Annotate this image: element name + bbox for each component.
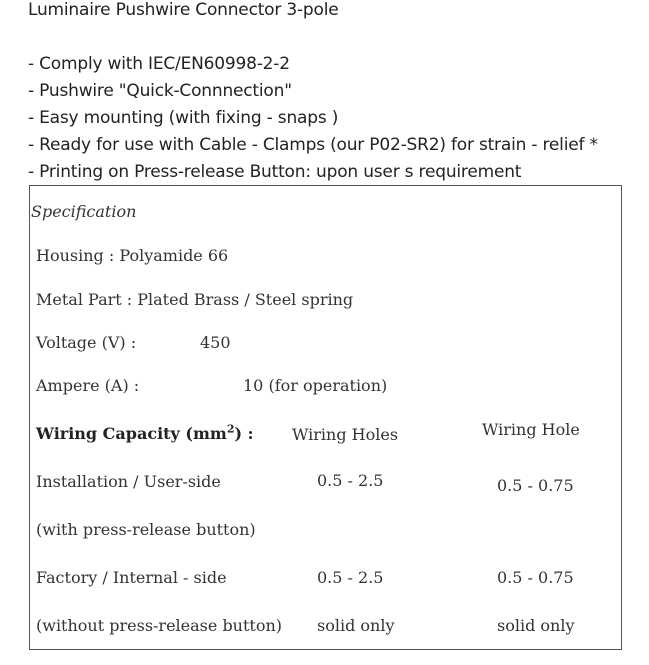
ampere-value: 10 (for operation)	[243, 376, 388, 395]
factory-note: (without press-release button)	[36, 616, 283, 635]
column-header-wiring-holes: Wiring Holes	[292, 425, 399, 444]
installation-label: Installation / User-side	[36, 472, 221, 491]
installation-holes-value: 0.5 - 2.5	[317, 471, 384, 490]
feature-item: - Pushwire "Quick-Connnection"	[28, 81, 292, 101]
product-title: Luminaire Pushwire Connector 3-pole	[28, 0, 339, 20]
factory-holes-value: 0.5 - 2.5	[317, 568, 384, 587]
ampere-label: Ampere (A) :	[36, 376, 140, 395]
factory-hole-note: solid only	[497, 616, 575, 635]
installation-note: (with press-release button)	[36, 520, 256, 539]
voltage-label: Voltage (V) :	[36, 333, 137, 352]
housing-line: Housing : Polyamide 66	[36, 246, 229, 265]
voltage-value: 450	[200, 333, 231, 352]
wiring-capacity-label: Wiring Capacity $(mm^2)$ :	[36, 422, 254, 443]
specification-heading: Specification	[31, 202, 137, 221]
factory-holes-note: solid only	[317, 616, 395, 635]
factory-hole-value: 0.5 - 0.75	[497, 568, 574, 587]
feature-item: - Easy mounting (with fixing - snaps )	[28, 108, 339, 128]
feature-item: - Comply with IEC/EN60998-2-2	[28, 54, 290, 74]
column-header-wiring-hole: Wiring Hole	[482, 420, 580, 439]
metal-part-line: Metal Part : Plated Brass / Steel spring	[36, 290, 354, 309]
feature-item: - Ready for use with Cable - Clamps (our P02-SR2) for strain - relief *	[28, 135, 598, 155]
installation-hole-value: 0.5 - 0.75	[497, 476, 574, 495]
factory-label: Factory / Internal - side	[36, 568, 227, 587]
feature-item: - Printing on Press-release Button: upon user s requirement	[28, 162, 522, 182]
